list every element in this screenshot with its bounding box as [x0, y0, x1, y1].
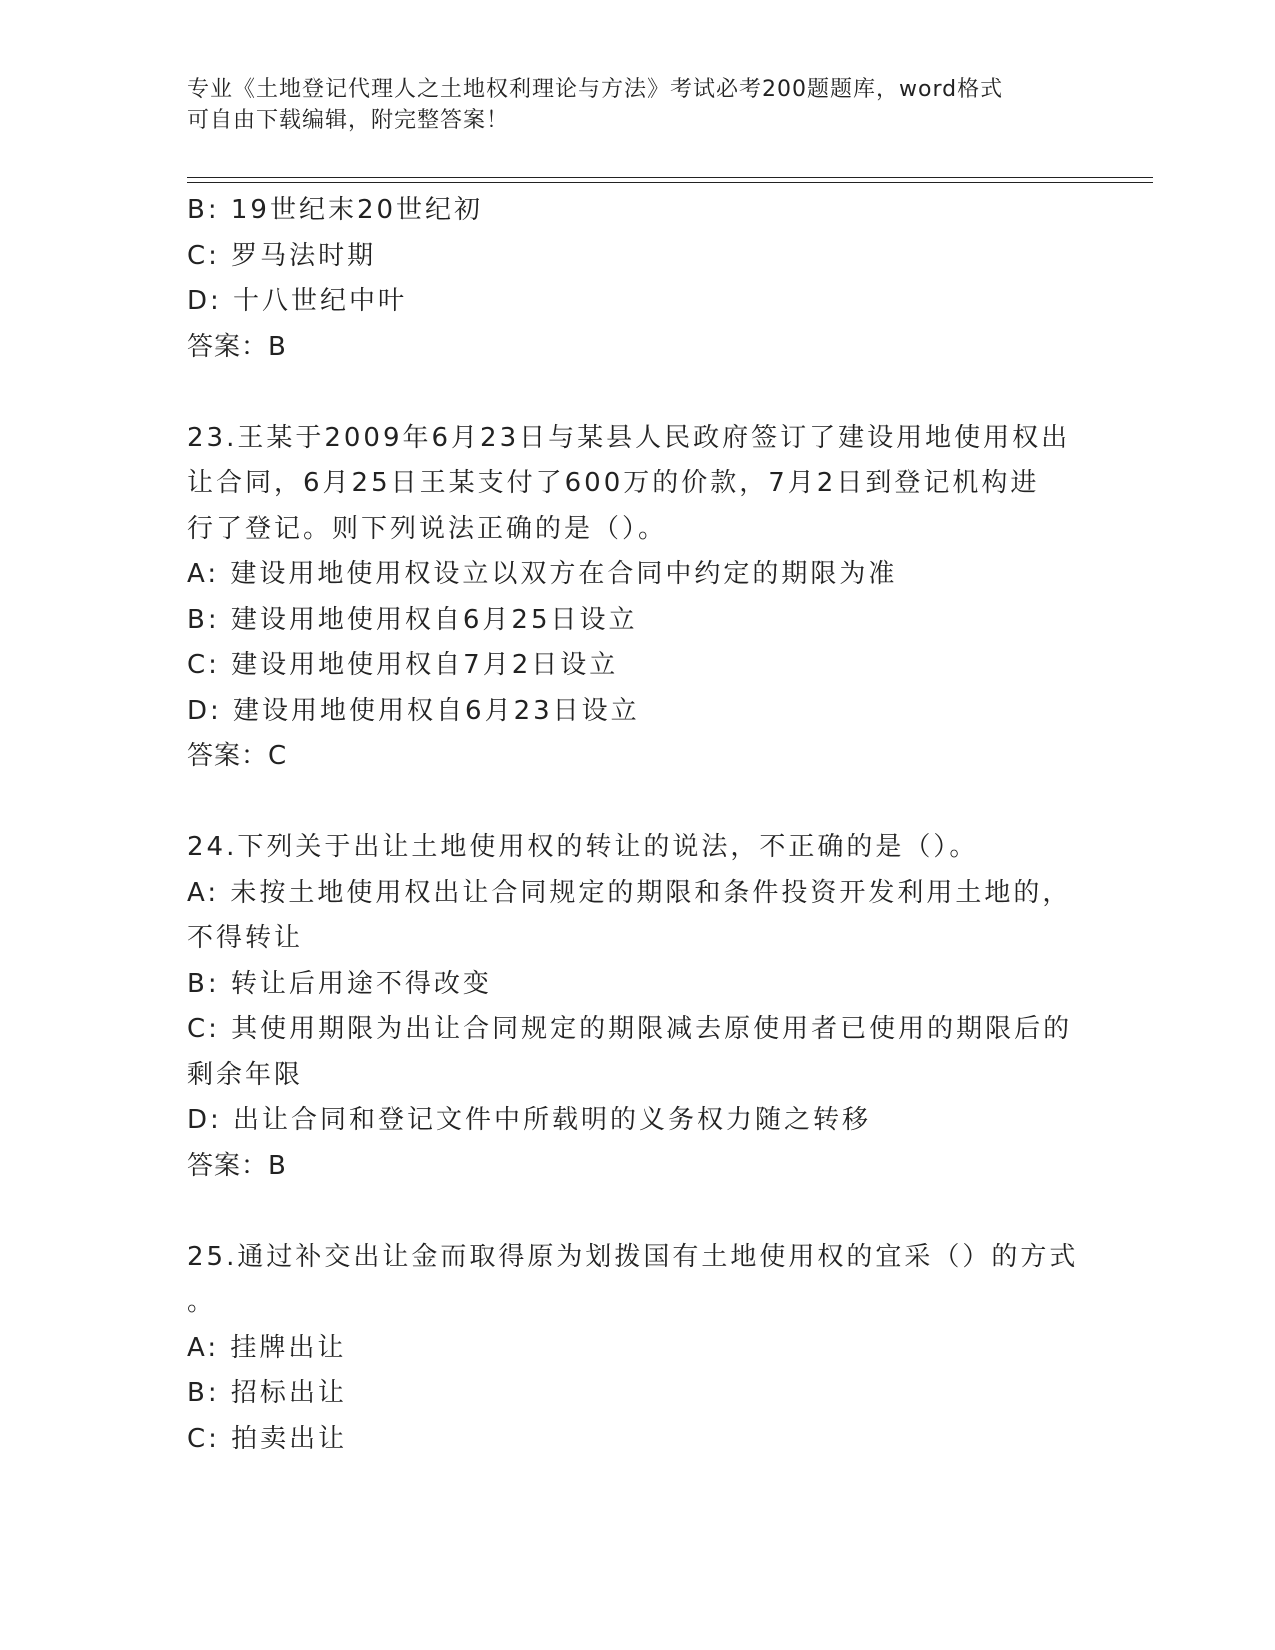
q23-option-c: C: 建设用地使用权自7月2日设立 — [187, 650, 619, 680]
spacer — [187, 1189, 1087, 1235]
q23-stem-line-1: 23.王某于2009年6月23日与某县人民政府签订了建设用地使用权出 — [187, 422, 1071, 453]
header-line-1: 专业《土地登记代理人之土地权利理论与方法》考试必考200题题库，word格式 — [187, 77, 1004, 102]
q25-option-b: B: 招标出让 — [187, 1378, 347, 1408]
q24-option-c-line-2: 剩余年限 — [187, 1059, 304, 1090]
header-divider-top — [187, 177, 1153, 178]
document-header — [187, 74, 1067, 136]
q24-stem-line-1: 24.下列关于出让土地使用权的转让的说法，不正确的是（）。 — [187, 832, 979, 862]
q23-stem-line-3: 行了登记。则下列说法正确的是（）。 — [187, 513, 668, 544]
q23-option-b: B: 建设用地使用权自6月25日设立 — [187, 604, 638, 635]
header-divider-bottom — [187, 182, 1153, 183]
q25-option-a: A: 挂牌出让 — [187, 1332, 347, 1363]
header-line-2: 可自由下载编辑，附完整答案！ — [187, 108, 510, 133]
q23-option-d: D: 建设用地使用权自6月23日设立 — [187, 695, 640, 726]
q22-answer: 答案：B — [187, 331, 287, 362]
q25-option-c: C: 拍卖出让 — [187, 1423, 348, 1454]
q24-option-a-line-1: A: 未按土地使用权出让合同规定的期限和条件投资开发利用土地的， — [187, 877, 1072, 908]
q24-option-d: D: 出让合同和登记文件中所载明的义务权力随之转移 — [187, 1105, 872, 1135]
q24-answer: 答案：B — [187, 1150, 287, 1181]
q23-stem-line-2: 让合同，6月25日王某支付了600万的价款，7月2日到登记机构进 — [187, 468, 1040, 498]
q22-option-d: D: 十八世纪中叶 — [187, 286, 408, 316]
q23-option-a: A: 建设用地使用权设立以双方在合同中约定的期限为准 — [187, 559, 898, 589]
q24-option-c-line-1: C: 其使用期限为出让合同规定的期限减去原使用者已使用的期限后的 — [187, 1014, 1073, 1044]
question-content — [187, 188, 1087, 1462]
q23-answer: 答案：C — [187, 741, 288, 771]
q22-option-c: C: 罗马法时期 — [187, 240, 377, 271]
q24-option-b: B: 转让后用途不得改变 — [187, 968, 492, 999]
q24-option-a-line-2: 不得转让 — [187, 923, 304, 953]
spacer — [187, 780, 1087, 826]
q25-stem-line-2: 。 — [187, 1287, 217, 1317]
q25-stem-line-1: 25.通过补交出让金而取得原为划拨国有土地使用权的宜采（）的方式 — [187, 1241, 1079, 1272]
spacer — [187, 370, 1087, 416]
q22-option-b: B: 19世纪末20世纪初 — [187, 195, 484, 225]
